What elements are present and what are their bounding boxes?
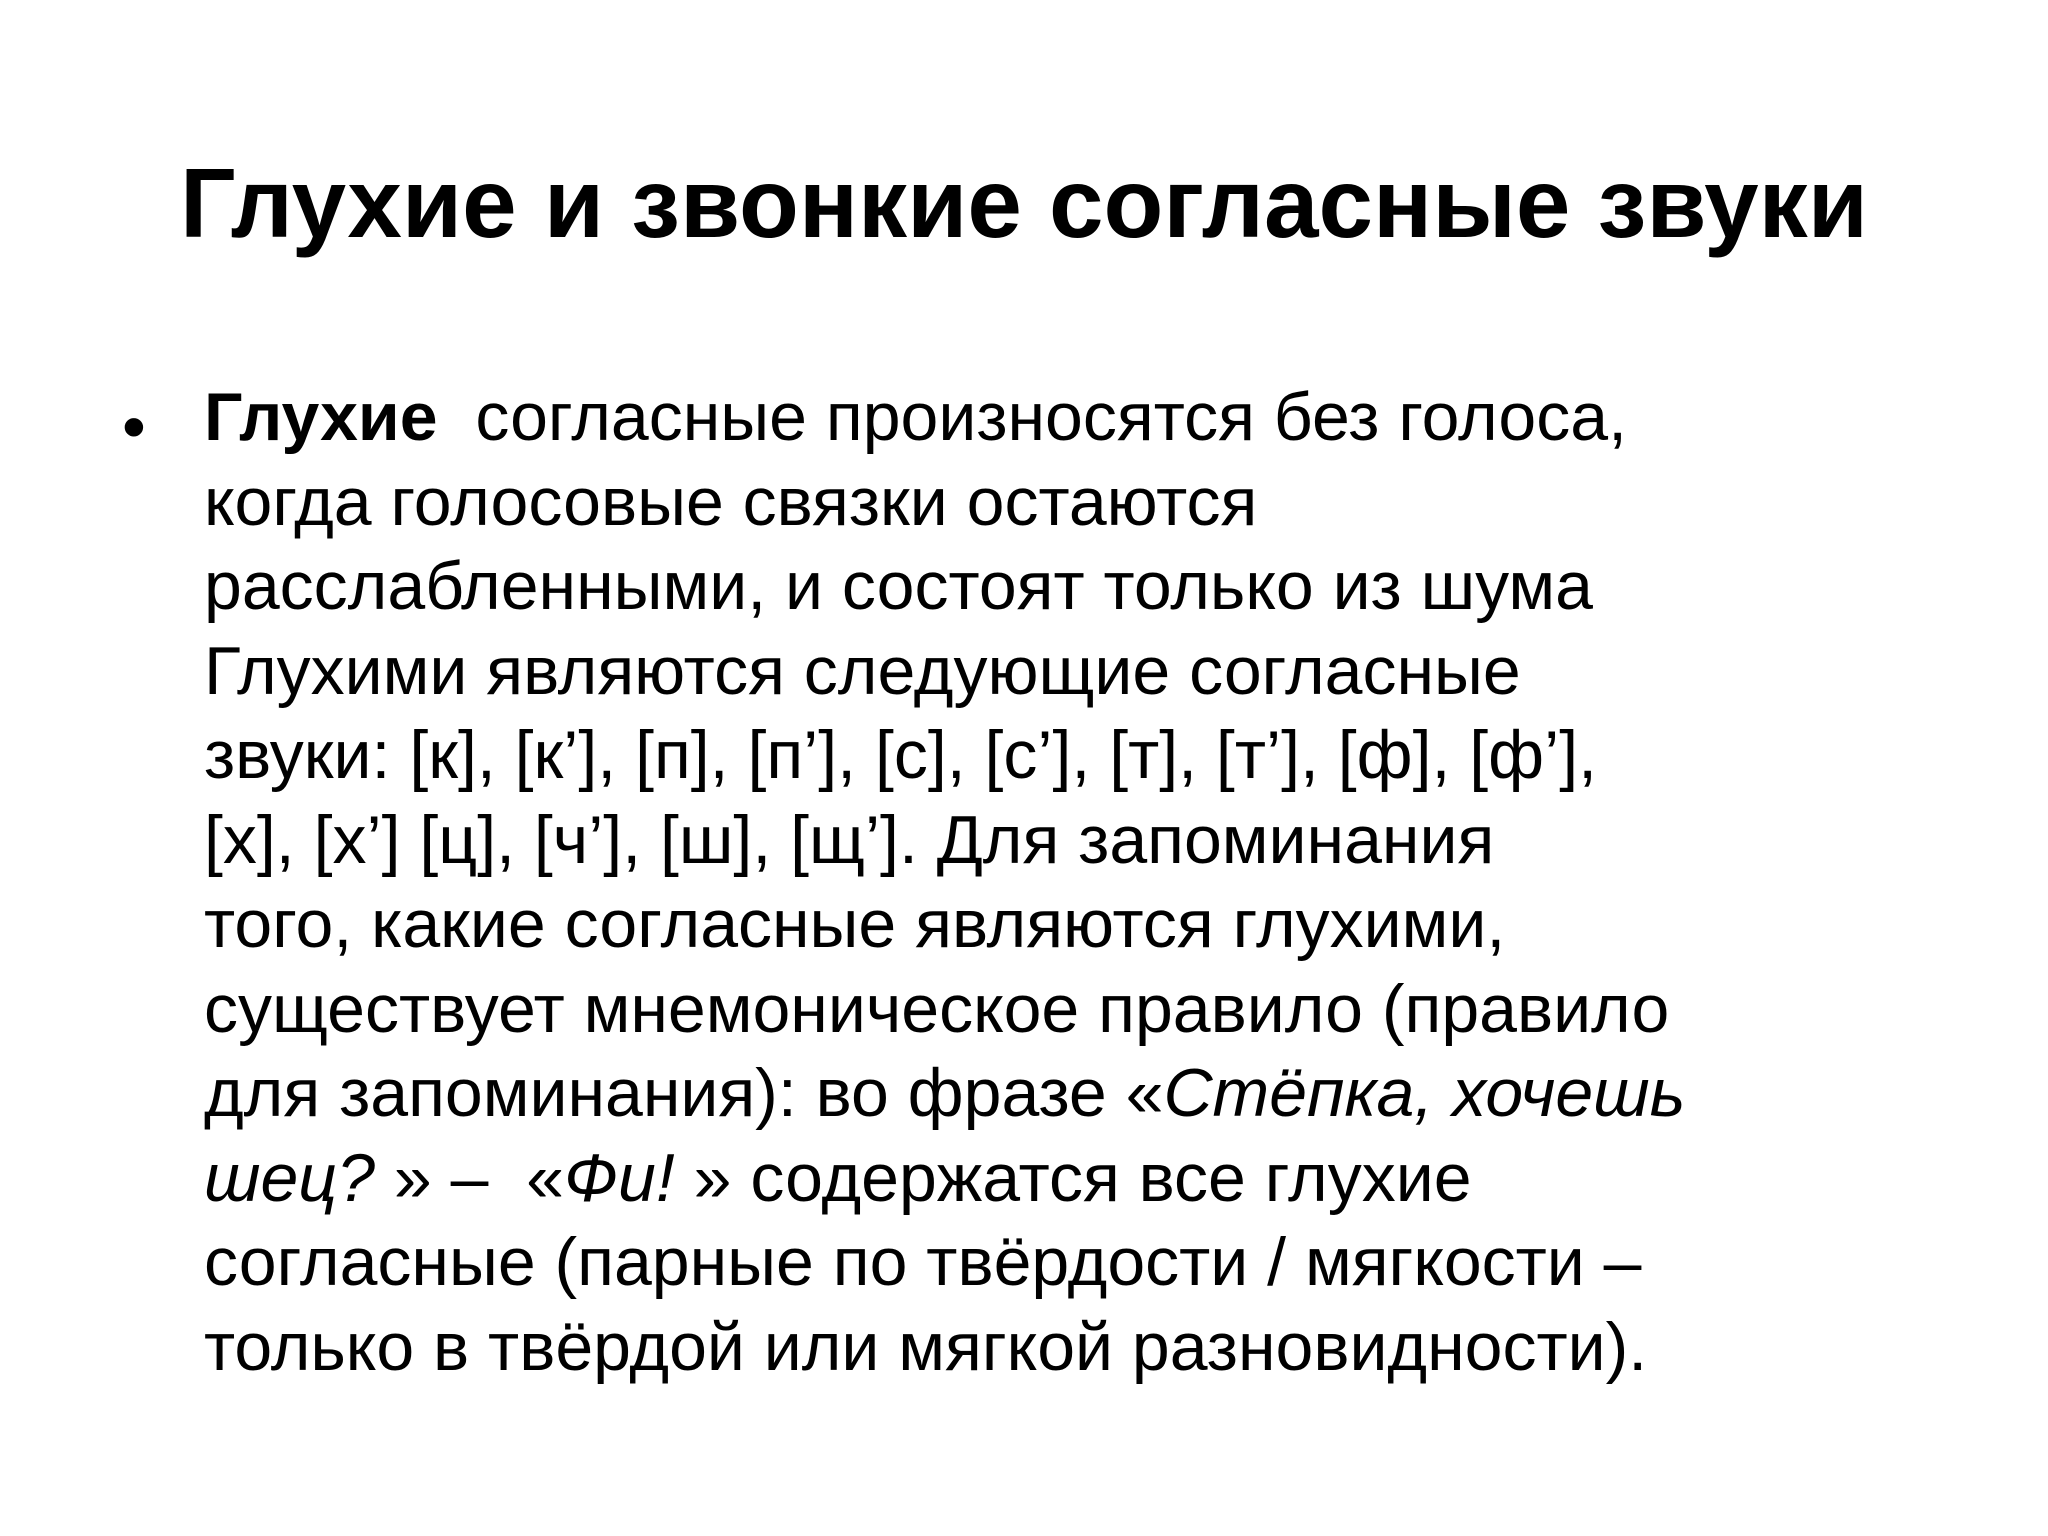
- text-line-12: только в твёрдой или мягкой разновидности).: [204, 1308, 1648, 1385]
- text-line-6: [х], [х’] [ц], [ч’], [ш], [щ’]. Для запоминания: [204, 801, 1495, 878]
- bullet-icon: •: [122, 389, 146, 465]
- italic-phrase: Фи!: [564, 1139, 675, 1216]
- text-line-8: существует мнемоническое правило (правило: [204, 970, 1670, 1047]
- slide-title: Глухие и звонкие согласные звуки: [180, 148, 1868, 258]
- text-line-11: согласные (парные по твёрдости / мягкости –: [204, 1224, 1642, 1300]
- text-segment: » содержатся все глухие: [674, 1139, 1472, 1216]
- text-line-2: когда голосовые связки остаются: [204, 463, 1258, 540]
- bullet-text: [204, 375, 2024, 1389]
- text-segment: согласные произносятся без голоса,: [437, 379, 1627, 455]
- text-line-1: [204, 375, 2024, 460]
- text-segment: » – «: [374, 1139, 564, 1216]
- text-line-7: того, какие согласные являются глухими,: [204, 886, 1506, 962]
- text-segment: для запоминания): во фразе «: [204, 1055, 1164, 1131]
- italic-phrase: Стёпка, хочешь: [1163, 1055, 1686, 1131]
- text-line-4: Глухими являются следующие согласные: [204, 632, 1521, 709]
- text-line-5: звуки: [к], [к’], [п], [п’], [с], [с’], [т], [т’], [ф], [ф’],: [204, 717, 1598, 793]
- term-bold: Глухие: [204, 379, 438, 455]
- text-line-9: [204, 1051, 2024, 1136]
- text-line-3: расслабленными, и состоят только из шума: [204, 548, 1593, 624]
- italic-phrase: шец?: [204, 1139, 375, 1216]
- text-line-10: [204, 1136, 2024, 1221]
